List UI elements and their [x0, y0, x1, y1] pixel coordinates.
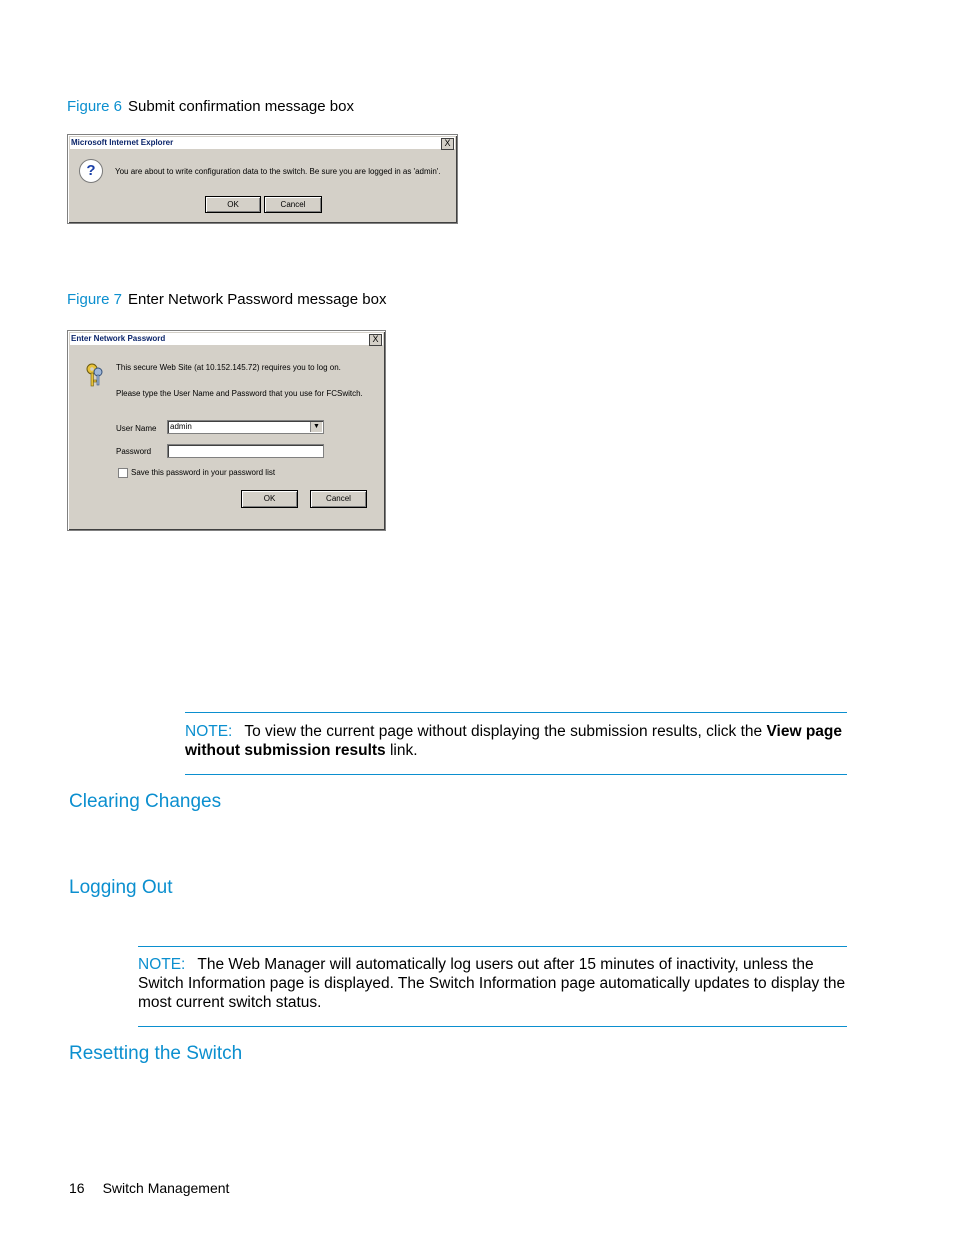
question-icon: ? — [79, 159, 103, 183]
dialog-title: Microsoft Internet Explorer — [71, 138, 174, 147]
username-value: admin — [170, 422, 192, 431]
save-password-label: Save this password in your password list — [131, 468, 276, 477]
heading-clearing-changes: Clearing Changes — [69, 791, 222, 812]
note-view-page — [185, 722, 847, 760]
username-label: User Name — [116, 424, 157, 433]
password-label: Password — [116, 447, 152, 456]
note-rule-bottom — [138, 1026, 847, 1027]
note-text: The Web Manager will automatically log users out after 15 minutes of inactivity, unless the Switch Information page is displayed. The Switch Information page automatically updates to display the most current switch status. — [138, 956, 846, 1011]
note-link-name: View page without submission results — [185, 723, 842, 759]
username-select[interactable] — [167, 420, 324, 434]
dialog-title: Enter Network Password — [71, 334, 166, 343]
note-text-end: link. — [385, 742, 418, 759]
note-label: NOTE: — [138, 956, 186, 973]
note-text: To view the current page without displaying the submission results, click the — [244, 723, 767, 740]
dialog-titlebar — [70, 333, 383, 345]
page-footer — [69, 1180, 229, 1196]
page-number: 16 — [69, 1180, 85, 1196]
ok-button[interactable]: OK — [241, 490, 298, 508]
dialog-message: You are about to write configuration data to the switch. Be sure you are logged in as 'admin'. — [115, 167, 441, 176]
figure-7-caption — [67, 291, 386, 308]
save-password-checkbox[interactable] — [118, 468, 128, 478]
cancel-button[interactable]: Cancel — [310, 490, 367, 508]
dialog-titlebar — [70, 137, 455, 149]
note-label: NOTE: — [185, 723, 233, 740]
cancel-button[interactable]: Cancel — [264, 196, 322, 213]
figure-7-caption-text: Enter Network Password message box — [128, 291, 387, 308]
figure-6-caption-text: Submit confirmation message box — [128, 98, 354, 115]
note-logout — [138, 955, 847, 1012]
figure-6-caption — [67, 98, 354, 115]
submit-confirmation-dialog — [67, 134, 458, 224]
instruction-message: Please type the User Name and Password that you use for FCSwitch. — [116, 389, 363, 398]
figure-7-label: Figure 7 — [67, 291, 123, 308]
heading-logging-out: Logging Out — [69, 877, 173, 898]
footer-section: Switch Management — [102, 1180, 230, 1196]
chevron-down-icon[interactable]: ▼ — [310, 422, 322, 432]
heading-resetting-switch: Resetting the Switch — [69, 1043, 243, 1064]
note-rule-bottom — [185, 774, 847, 775]
keys-icon — [84, 362, 106, 388]
password-input[interactable] — [167, 444, 324, 458]
site-message: This secure Web Site (at 10.152.145.72) requires you to log on. — [116, 363, 341, 372]
close-icon[interactable]: X — [369, 334, 382, 346]
note-rule-top — [185, 712, 847, 713]
note-rule-top — [138, 946, 847, 947]
ok-button[interactable]: OK — [205, 196, 261, 213]
network-password-dialog — [67, 330, 386, 531]
figure-6-label: Figure 6 — [67, 98, 123, 115]
close-icon[interactable]: X — [441, 138, 454, 150]
